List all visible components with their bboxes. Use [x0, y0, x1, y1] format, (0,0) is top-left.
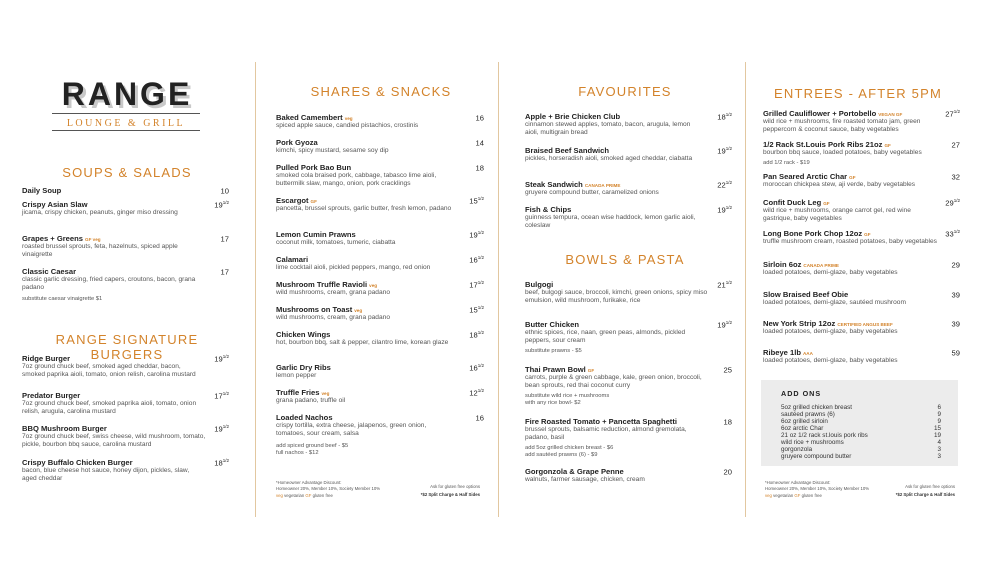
menu-item: [525, 205, 705, 230]
menu-item-name: Calamari: [276, 255, 309, 264]
dietary-tag: GF: [849, 174, 856, 180]
menu-note: substitute caesar vinaigrette $1: [22, 296, 103, 302]
menu-item: [276, 363, 456, 380]
menu-item: [763, 140, 938, 157]
addon-row: 6oz arctic Char 15: [781, 425, 941, 432]
menu-item: [22, 391, 202, 416]
menu-item-price: $21^{1/2}$: [717, 280, 732, 290]
menu-item: [525, 467, 705, 484]
menu-item: [763, 198, 938, 223]
menu-item-name: Ridge Burger: [22, 354, 71, 363]
menu-item-name: 1/2 Rack St.Louis Pork Ribs 21oz: [763, 140, 883, 149]
menu-item: [763, 319, 938, 336]
menu-item: [22, 200, 202, 217]
menu-item: [276, 196, 456, 213]
menu-item-description: carrots, purple & green cabbage, kale, green onion, broccoli, bean sprouts, red thai coconut curry: [525, 374, 702, 389]
section-title-favourites: FAVOURITES: [578, 84, 672, 99]
menu-item-price: $18^{1/2}$: [214, 458, 229, 468]
menu-note: substitute prawns - $5: [525, 348, 582, 354]
menu-item-description: cinnamon stewed apples, tomato, bacon, arugula, lemon aioli, multigrain bread: [525, 121, 691, 136]
menu-item-description: hot, bourbon bbq, salt & pepper, cilantro lime, korean glaze: [276, 339, 449, 346]
menu-item-price: 18: [475, 163, 484, 173]
menu-item-name: Apple + Brie Chicken Club: [525, 112, 621, 121]
menu-item-price: $18^{1/2}$: [717, 112, 732, 122]
section-title-bowls: BOWLS & PASTA: [565, 252, 685, 267]
menu-item-price: 18: [723, 417, 732, 427]
menu-item-description: 7oz ground chuck beef, smoked aged cheddar, bacon, smoked paprika aioli, tomato, onion relish, carolina mustard: [22, 363, 196, 378]
menu-item-description: 7oz ground chuck beef, smoked paprika aioli, tomato, onion relish, arugula, carolina mustard: [22, 400, 197, 415]
menu-item-price: 17: [220, 267, 229, 277]
menu-item-price: $27^{1/2}$: [945, 109, 960, 119]
dietary-tag: veg: [354, 307, 363, 313]
menu-item-description: jicama, crispy chicken, peanuts, ginger miso dressing: [22, 209, 178, 216]
menu-item: [525, 417, 710, 442]
menu-item-price: $19^{1/2}$: [214, 354, 229, 364]
menu-item: [525, 365, 705, 390]
addon-row: gorgonzola 3: [781, 446, 941, 453]
menu-item-price: 27: [951, 140, 960, 150]
menu-item-price: 39: [951, 290, 960, 300]
menu-item: [276, 413, 456, 438]
menu-item-name: Steak Sandwich: [525, 180, 583, 189]
dietary-tag: CERTIFIED ANGUS BEEF: [837, 321, 893, 327]
menu-item-description: wild mushrooms, cream, grana padano: [276, 289, 390, 296]
logo-rule: [52, 130, 200, 131]
section-title-burgers: RANGE SIGNATURE BURGERS: [55, 332, 199, 362]
menu-item: [276, 388, 456, 405]
dietary-tag: veg: [369, 282, 378, 288]
menu-item-description: kimchi, spicy mustard, sesame soy dip: [276, 147, 389, 154]
menu-item-price: 25: [723, 365, 732, 375]
menu-item-price: $15^{1/2}$: [469, 196, 484, 206]
section-title-entrees: ENTREES - AFTER 5PM: [774, 86, 942, 101]
column-divider: [498, 62, 499, 517]
menu-item-description: spiced apple sauce, candied pistachios, crostinis: [276, 122, 419, 129]
menu-item-name: Garlic Dry Ribs: [276, 363, 331, 372]
menu-item-description: walnuts, farmer sausage, chicken, cream: [525, 476, 645, 483]
menu-item-name: Sirloin 6oz: [763, 260, 802, 269]
menu-item-description: lime cocktail aioli, pickled peppers, mango, red onion: [276, 264, 431, 271]
menu-item-name: Pork Gyoza: [276, 138, 318, 147]
brand-logo: RANGE: [61, 76, 193, 112]
menu-item-name: Lemon Cumin Prawns: [276, 230, 356, 239]
menu-item: [763, 348, 938, 365]
menu-item-price: 20: [723, 467, 732, 477]
menu-item-description: pickles, horseradish aioli, smoked aged cheddar, ciabatta: [525, 155, 693, 162]
menu-item: [276, 163, 466, 188]
menu-item: [525, 112, 705, 137]
brand-subtitle: LOUNGE & GRILL: [66, 118, 186, 129]
menu-item-price: 29: [951, 260, 960, 270]
dietary-tag: GF: [823, 200, 830, 206]
dietary-tag: GF: [310, 198, 317, 204]
addons-title: ADD ONS: [781, 389, 822, 398]
menu-item-name: Bulgogi: [525, 280, 554, 289]
menu-item-name: Long Bone Pork Chop 12oz: [763, 229, 863, 238]
menu-item-price: 17: [220, 234, 229, 244]
menu-item-name: New York Strip 12oz: [763, 319, 836, 328]
menu-item-description: coconut milk, tomatoes, tumeric, ciabatta: [276, 239, 396, 246]
menu-item: [22, 424, 207, 449]
menu-note: add 5oz grilled chicken breast - $6 add sautéed prawns (6) - $9: [525, 445, 614, 458]
menu-item-description: lemon pepper: [276, 372, 317, 379]
addon-row: 6oz grilled sirloin 9: [781, 418, 941, 425]
discount-info: *Homeowner Advantage Discount: Homeowner 20%, Member 10%, Society Member 10% veg vegetarian GF gluten free: [765, 480, 870, 498]
dietary-tag: GF: [884, 142, 891, 148]
menu-item-description: truffle mushroom cream, roasted potatoes, baby vegetables: [763, 238, 937, 245]
menu-item: [763, 260, 938, 277]
menu-item-description: 7oz ground chuck beef, swiss cheese, wild mushroom, tomato, pickle, bourbon bbq sauce, carolina mustard: [22, 433, 206, 448]
menu-item-description: moroccan chickpea stew, aji verde, baby vegetables: [763, 181, 916, 188]
menu-item: [525, 280, 710, 305]
menu-item-name: Grapes + Greens: [22, 234, 83, 243]
menu-item-description: brussel sprouts, balsamic reduction, almond gremolata, padano, basil: [525, 426, 687, 441]
menu-item: [763, 229, 938, 246]
dietary-tag: GF: [864, 231, 871, 237]
dietary-tag: GF: [587, 367, 595, 373]
logo-rule: [52, 113, 200, 114]
column-divider: [745, 62, 746, 517]
menu-item-description: beef, bulgogi sauce, broccoli, kimchi, green onions, spicy miso emulsion, wild mushroom, furikake, rice: [525, 289, 708, 304]
menu-item-description: bacon, blue cheese hot sauce, honey dijon, pickles, slaw, aged cheddar: [22, 467, 190, 482]
menu-item-name: Crispy Buffalo Chicken Burger: [22, 458, 133, 467]
menu-item: [763, 109, 938, 134]
menu-item-price: 14: [475, 138, 484, 148]
addon-row: gruyere compound butter 3: [781, 453, 941, 460]
menu-item-name: Fish & Chips: [525, 205, 572, 214]
menu-item-price: $19^{1/2}$: [717, 205, 732, 215]
dietary-tag: VEGAN GF: [878, 111, 903, 117]
menu-item-price: $19^{1/2}$: [214, 200, 229, 210]
menu-item-description: smoked cola braised pork, cabbage, tabasco lime aioli, buttermilk slaw, mango, onion, pork cracklings: [276, 172, 437, 187]
menu-item-price: $19^{1/2}$: [717, 146, 732, 156]
menu-item: [276, 113, 456, 130]
gluten-free-note: Ask for gluten free options *$2 Split Charge & Half Sides: [420, 484, 480, 497]
menu-item: [763, 172, 938, 189]
menu-item-name: Slow Braised Beef Obie: [763, 290, 849, 299]
menu-item-name: Escargot: [276, 196, 309, 205]
menu-item-name: BBQ Mushroom Burger: [22, 424, 107, 433]
menu-item: [276, 305, 456, 322]
menu-item-description: bourbon bbq sauce, loaded potatoes, baby vegetables: [763, 149, 922, 156]
addon-row: sautéed prawns (6) 9: [781, 411, 941, 418]
menu-item-price: 10: [220, 186, 229, 196]
menu-item-name: Classic Caesar: [22, 267, 77, 276]
menu-item-price: $33^{1/2}$: [945, 229, 960, 239]
menu-item-price: 16: [475, 413, 484, 423]
menu-item: [525, 146, 705, 163]
menu-item-description: ethnic spices, rice, naan, green peas, almonds, pickled peppers, sour cream: [525, 329, 686, 344]
menu-item-price: $16^{1/2}$: [469, 255, 484, 265]
menu-item-description: crispy tortilla, extra cheese, jalapenos, green onion, tomatoes, sour cream, salsa: [276, 422, 427, 437]
addons-panel: [761, 380, 958, 466]
menu-item-name: Butter Chicken: [525, 320, 580, 329]
dietary-tag: GF veg: [85, 236, 101, 242]
discount-info: *Homeowner Advantage Discount: Homeowner 20%, Member 10%, Society Member 10% veg vegetarian GF gluten free: [276, 480, 381, 498]
menu-item: [22, 186, 202, 195]
menu-item-price: $29^{1/2}$: [945, 198, 960, 208]
menu-item-name: Fire Roasted Tomato + Pancetta Spaghetti: [525, 417, 677, 426]
menu-item: [22, 234, 202, 259]
menu-item-price: $19^{1/2}$: [469, 230, 484, 240]
column-divider: [255, 62, 256, 517]
menu-item-description: pancetta, brussel sprouts, garlic butter, fresh lemon, padano: [276, 205, 452, 212]
menu-item-description: gruyere compound butter, caramelized onions: [525, 189, 659, 196]
menu-item: [22, 354, 202, 379]
menu-item-description: grana padano, truffle oil: [276, 397, 346, 404]
addon-row: 5oz grilled chicken breast 6: [781, 404, 941, 411]
menu-item: [763, 290, 938, 307]
dietary-tag: veg: [321, 390, 330, 396]
menu-item-price: 16: [475, 113, 484, 123]
menu-item-description: loaded potatoes, demi-glaze, baby vegetables: [763, 269, 898, 276]
menu-item-price: $19^{1/2}$: [717, 320, 732, 330]
menu-item-price: $19^{1/2}$: [214, 424, 229, 434]
menu-item: [276, 280, 456, 297]
menu-note: add 1/2 rack - $19: [763, 160, 810, 166]
menu-item-price: $16^{1/2}$: [469, 363, 484, 373]
dietary-tag: CANADA PRIME: [584, 182, 621, 188]
menu-item-name: Pulled Pork Bao Bun: [276, 163, 352, 172]
menu-item-description: loaded potatoes, demi-glaze, sautéed mushroom: [763, 299, 906, 306]
menu-item-name: Mushroom Truffle Ravioli: [276, 280, 368, 289]
menu-item: [525, 180, 705, 197]
dietary-tag: veg: [344, 115, 353, 121]
menu-item-description: roasted brussel sprouts, feta, hazelnuts, spiced apple vinaigrette: [22, 243, 178, 258]
menu-item-description: wild rice + mushrooms, orange carrot gel, red wine gastrique, baby vegetables: [763, 207, 911, 222]
addon-row: wild rice + mushrooms 4: [781, 439, 941, 446]
dietary-tag: AAA: [802, 350, 813, 356]
menu-item-name: Chicken Wings: [276, 330, 331, 339]
menu-item-price: 39: [951, 319, 960, 329]
dietary-tag: CANADA PRIME: [803, 262, 839, 268]
menu-item-description: wild mushrooms, cream, grana padano: [276, 314, 390, 321]
menu-item-description: guinness tempura, ocean wise haddock, lemon garlic aioli, coleslaw: [525, 214, 696, 229]
menu-item-price: 59: [951, 348, 960, 358]
addon-row: 21 oz 1/2 rack st.louis pork ribs 19: [781, 432, 941, 439]
menu-note: substitute wild rice + mushrooms with any rice bowl- $2: [525, 393, 610, 406]
menu-item-name: Predator Burger: [22, 391, 81, 400]
menu-item-name: Gorgonzola & Grape Penne: [525, 467, 624, 476]
menu-item-price: $18^{1/2}$: [469, 330, 484, 340]
menu-item-price: $17^{1/2}$: [469, 280, 484, 290]
menu-item-price: $15^{1/2}$: [469, 305, 484, 315]
menu-item-price: $12^{1/2}$: [469, 388, 484, 398]
menu-item: [276, 138, 456, 155]
menu-item-name: Baked Camembert: [276, 113, 343, 122]
menu-item: [276, 255, 466, 272]
gluten-free-note: Ask for gluten free options *$2 Split Charge & Half Sides: [895, 484, 955, 497]
menu-item-name: Loaded Nachos: [276, 413, 333, 422]
menu-item-name: Braised Beef Sandwich: [525, 146, 609, 155]
menu-item-name: Pan Seared Arctic Char: [763, 172, 848, 181]
menu-item-description: classic garlic dressing, fried capers, croutons, bacon, grana padano: [22, 276, 196, 291]
menu-item-description: loaded potatoes, demi-glaze, baby vegetables: [763, 357, 898, 364]
section-title-shares: SHARES & SNACKS: [310, 84, 452, 99]
menu-item-description: loaded potatoes, demi-glaze, baby vegetables: [763, 328, 898, 335]
menu-item-price: $17^{1/2}$: [214, 391, 229, 401]
menu-item-description: wild rice + mushrooms, fire roasted tomato jam, green peppercorn & coconut sauce, baby vegetables: [763, 118, 921, 133]
menu-item: [276, 330, 456, 347]
section-title-soups: SOUPS & SALADS: [62, 165, 192, 180]
menu-item: [525, 320, 710, 345]
menu-item-name: Mushrooms on Toast: [276, 305, 353, 314]
menu-item-name: Grilled Cauliflower + Portobello: [763, 109, 877, 118]
menu-item: [22, 458, 202, 483]
menu-item: [22, 267, 202, 292]
menu-item-name: Ribeye 1lb: [763, 348, 801, 357]
menu-note: add spiced ground beef - $5 full nachos - $12: [276, 443, 349, 456]
menu-item-name: Confit Duck Leg: [763, 198, 822, 207]
menu-item-name: Thai Prawn Bowl: [525, 365, 586, 374]
menu-item-price: $22^{1/2}$: [717, 180, 732, 190]
menu-item-price: 32: [951, 172, 960, 182]
menu-item-name: Truffle Fries: [276, 388, 320, 397]
menu-item-name: Daily Soup: [22, 186, 62, 195]
menu-item-name: Crispy Asian Slaw: [22, 200, 88, 209]
menu-item: [276, 230, 456, 247]
